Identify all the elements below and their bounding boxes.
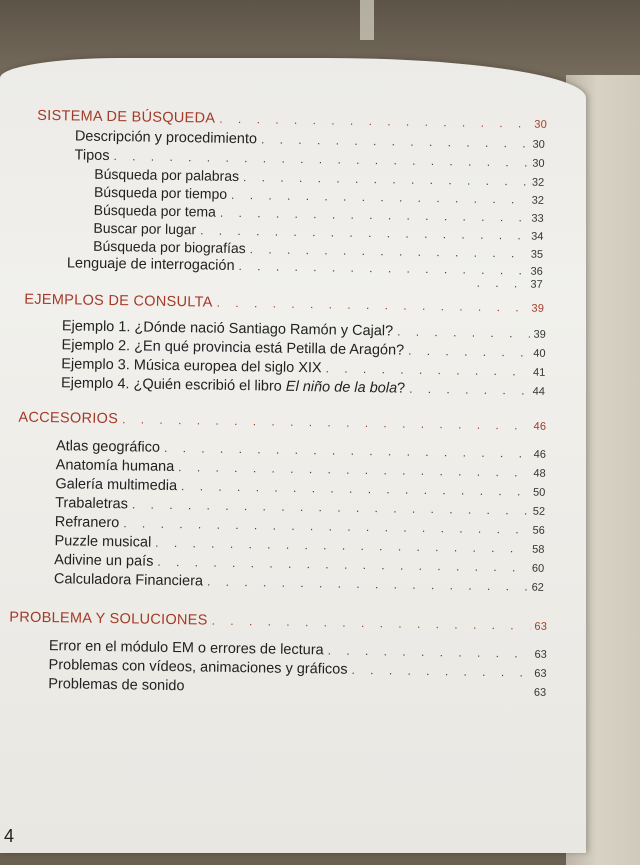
toc-section-ejemplos-de-consulta[interactable] [24,292,544,316]
leader-dots [212,614,531,633]
entry-label: Ejemplo 2. ¿En qué provincia está Petilla de Aragón? [61,337,405,359]
section-page: 30 [534,118,548,131]
leader-dots [397,325,530,341]
entry-label: Galería multimedia [55,476,178,495]
entry-label: Búsqueda por palabras [94,165,240,185]
entry-page: 60 [531,562,545,575]
entry-label: Ejemplo 1. ¿Dónde nació Santiago Ramón y Cajal? [61,318,394,340]
entry-label: Descripción y procedimiento [74,128,258,148]
leader-dots [178,460,529,480]
entry-page: 35 [530,248,544,261]
entry-label: Búsqueda por tiempo [93,183,228,202]
entry-label: Problemas de sonido [48,676,185,695]
entry-label: Anatomía humana [55,457,175,476]
section-title: SISTEMA DE BÚSQUEDA [37,107,216,127]
leader-dots [408,344,529,360]
section-title: EJEMPLOS DE CONSULTA [24,291,213,311]
entry-label: Puzzle musical [54,533,152,551]
entry-label: Buscar por lugar [93,219,197,238]
leader-dots [219,112,530,131]
leader-dots [122,412,530,432]
entry-label: Refranero [54,514,120,532]
entry-label: Ejemplo 4. ¿Quién escribió el libro El niño de la bola? [60,375,406,397]
entry-page: 33 [531,212,544,225]
entry-page: 32 [531,194,545,207]
entry-page: 63 [533,686,547,699]
entry-label: Búsqueda por biografías [93,237,246,257]
leader-dots [351,663,530,680]
leader-dots [164,441,530,461]
toc-section-problema-y-soluciones[interactable] [9,609,547,633]
entry-page: 44 [532,385,546,398]
entry-page: 40 [533,347,546,360]
entry-page: 37 [530,278,543,291]
leader-dots [123,516,528,536]
entry-page: 39 [533,328,546,341]
leader-dots [238,259,526,278]
entry-page: 30 [532,138,545,151]
section-page: 39 [531,302,545,315]
leader-dots [155,536,528,556]
entry-label: Problemas con vídeos, animaciones y gráficos [48,657,348,678]
leader-dots [477,276,527,291]
toc-entry-continuation [473,276,543,291]
entry-label: Error en el módulo EM o errores de lectura [48,638,324,659]
entry-page: 46 [533,448,547,461]
toc-entry[interactable] [61,375,545,399]
entry-page: 34 [531,230,544,243]
entry-page: 62 [531,581,544,594]
section-title: PROBLEMA Y SOLUCIONES [9,609,208,629]
leader-dots [326,361,530,378]
entry-page: 32 [531,176,545,189]
toc-section-accesorios[interactable] [18,410,546,434]
entry-page: 63 [534,648,547,661]
entry-page: 56 [532,524,545,537]
entry-label: Atlas geográfico [55,438,161,456]
leader-dots [217,296,528,315]
entry-label: Calculadora Financiera [53,571,204,590]
entry-page: 63 [534,667,547,680]
entry-page: 58 [532,543,545,556]
leader-dots [181,479,529,498]
entry-page: 50 [533,486,546,499]
entry-label: Lenguaje de interrogación [66,255,235,274]
leader-dots [157,555,528,575]
entry-label: Tipos [74,147,110,164]
section-page: 63 [534,620,548,633]
entry-label: Búsqueda por tema [93,201,217,220]
page-number: 4 [4,826,15,846]
leader-dots [132,497,529,517]
entry-label: Adivine un país [54,552,154,570]
section-title: ACCESORIOS [18,409,119,428]
entry-label: Ejemplo 3. Música europea del siglo XIX [61,356,322,377]
entry-page: 48 [533,467,546,480]
entry-page: 52 [532,505,546,518]
section-page: 46 [533,420,547,433]
leader-dots [328,643,531,660]
leader-dots [409,382,529,398]
leader-dots [261,132,529,150]
entry-page: 30 [532,157,545,170]
entry-label: Trabaletras [55,495,129,513]
leader-dots [250,242,527,260]
leader-dots [207,575,528,594]
entry-page: 41 [532,366,546,379]
entry-page: 36 [530,265,543,278]
